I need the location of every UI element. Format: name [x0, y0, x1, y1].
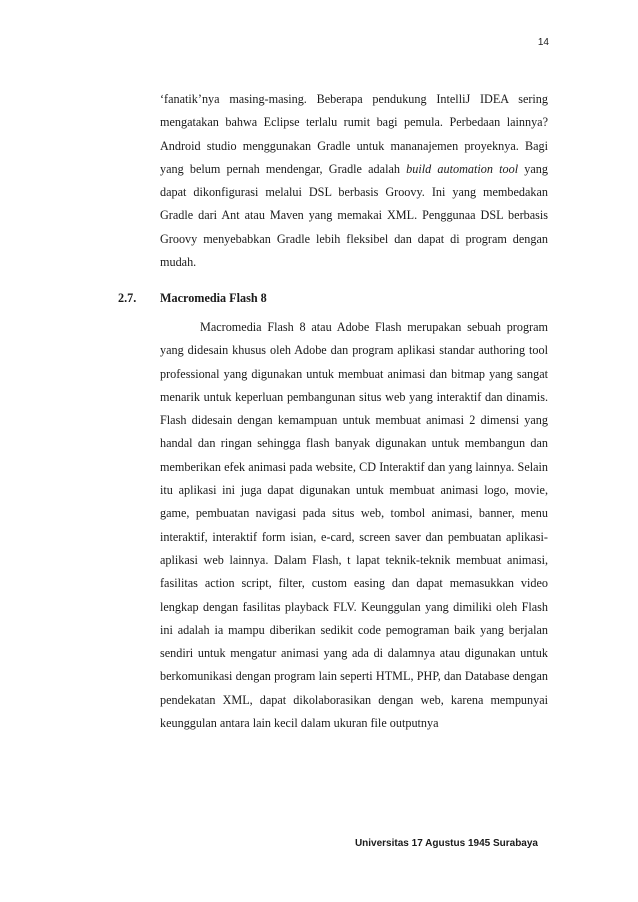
section-title: Macromedia Flash 8: [160, 291, 267, 305]
paragraph-text: ‘fanatik’nya masing-masing. Beberapa pendukung IntelliJ IDEA sering mengatakan bahwa Eclipse terlalu rumit bagi pemula. Perbedaan lainnya? Android studio menggunakan Gradle untuk mananajemen proyeknya. Bagi yang belum pernah mendengar, Gradle adalah: [160, 92, 548, 176]
italic-term: build automation tool: [406, 161, 519, 176]
section-heading: [118, 288, 548, 308]
footer-university: Universitas 17 Agustus 1945 Surabaya: [354, 838, 538, 849]
page-number: 14: [537, 37, 549, 48]
paragraph-text-continued: yang dapat dikonfigurasi melalui DSL berbasis Groovy. Ini yang membedakan Gradle dari Ant atau Maven yang memakai XML. Penggunaa DSL berbasis Groovy menyebabkan Gradle lebih fleksibel dan dapat di program dengan mudah.: [160, 161, 548, 270]
paragraph-android-studio: [160, 88, 548, 274]
section-number: 2.7.: [118, 291, 137, 305]
paragraph-macromedia-flash: Macromedia Flash 8 atau Adobe Flash merupakan sebuah program yang didesain khusus oleh Adobe dan program aplikasi standar authoring tool professional yang digunakan untuk membuat animasi dan bitmap yang sangat menarik untuk keperluan pembangunan situs web yang interaktif dan dinamis. Flash didesain dengan kemampuan untuk membuat animasi 2 dimensi yang handal dan ringan sehingga flash banyak digunakan untuk membangun dan memberikan efek animasi pada website, CD Interaktif dan yang lainnya. Selain itu aplikasi ini juga dapat digunakan untuk membuat animasi logo, movie, game, pembuatan navigasi pada situs web, tombol animasi, banner, menu interaktif, interaktif form isian, e-card, screen saver dan pembuatan aplikasi-aplikasi web lainnya. Dalam Flash, t lapat teknik-teknik membuat animasi, fasilitas action script, filter, custom easing dan dapat memasukkan video lengkap dengan fasilitas playback FLV. Keunggulan yang dimiliki oleh Flash ini adalah ia mampu diberikan sedikit code pemograman baik yang berjalan sendiri untuk mengatur animasi yang ada di dalamnya atau digunakan untuk berkomunikasi dengan program lain seperti HTML, PHP, dan Database dengan pendekatan XML, dapat dikolaborasikan dengan web, karena mempunyai keunggulan antara lain kecil dalam ukuran file outputnya: [160, 320, 548, 731]
